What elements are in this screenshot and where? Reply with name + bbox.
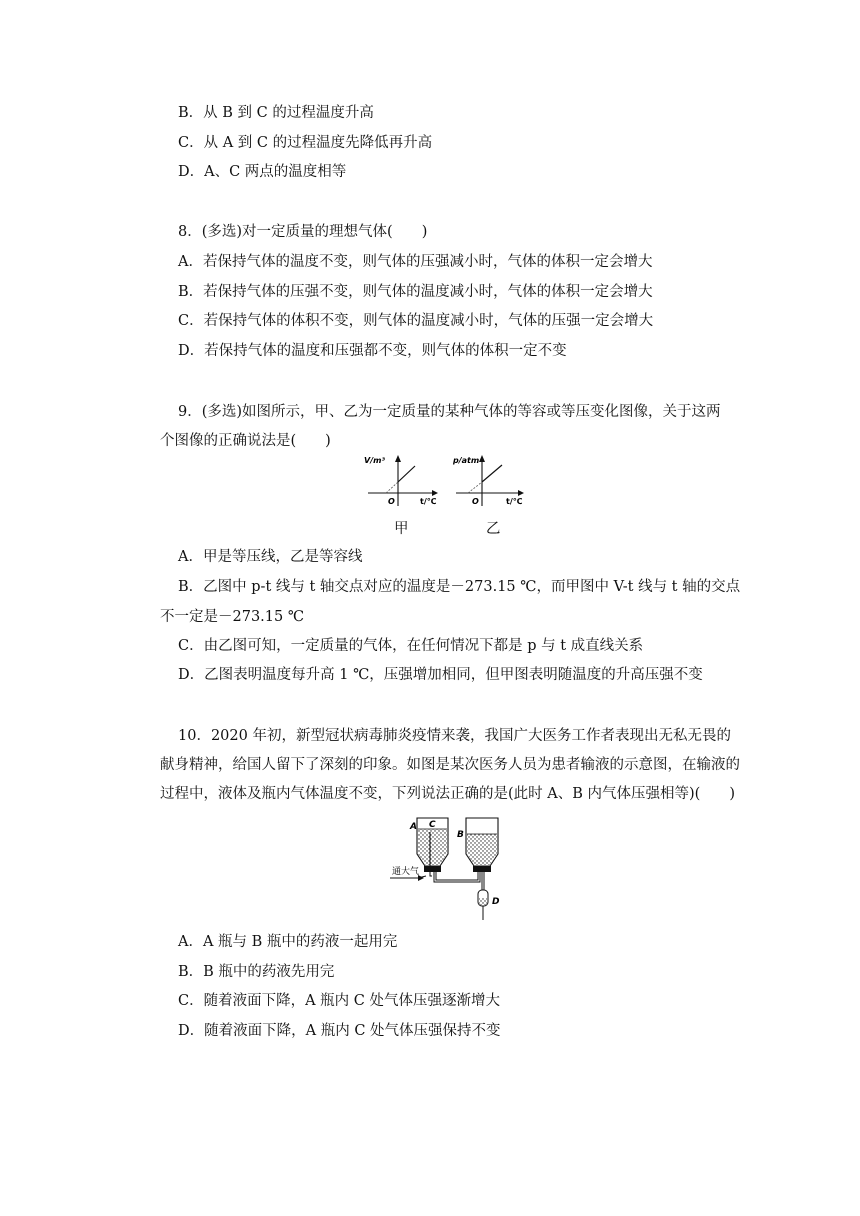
label-d: D: [492, 897, 500, 907]
bottle-a-liquid: [418, 829, 447, 865]
bottle-a-stopper: [424, 866, 441, 872]
q9-option-b-line1: B．乙图中 p-t 线与 t 轴交点对应的温度是－273.15 ℃，而甲图中 V-t 线与 t 轴的交点: [178, 579, 741, 595]
right-graph: [452, 455, 524, 506]
drip-chamber-d: [478, 890, 488, 920]
left-extrapolation-line: [386, 482, 398, 493]
q9-stem-line1: 9．(多选)如图所示，甲、乙为一定质量的某种气体的等容或等压变化图像，关于这两: [178, 404, 721, 420]
q9-option-b-line2: 不一定是－273.15 ℃: [160, 609, 305, 625]
right-origin-label: O: [472, 497, 479, 506]
q10-stem-line3: 过程中，液体及瓶内气体温度不变，下列说法正确的是(此时 A、B 内气体压强相等)( ): [160, 786, 735, 802]
right-extrapolation-line: [468, 482, 482, 493]
right-ylabel: p/atm: [453, 456, 480, 465]
left-v-t-line: [398, 466, 415, 482]
q7-option-c: C．从 A 到 C 的过程温度先降低再升高: [178, 135, 433, 151]
q10-stem-line2: 献身精神，给国人留下了深刻的印象。如图是某次医务人员为患者输液的示意图，在输液的: [160, 757, 740, 773]
left-graph: [364, 455, 438, 506]
air-label: 通大气: [392, 867, 420, 877]
q9-option-c: C．由乙图可知，一定质量的气体，在任何情况下都是 p 与 t 成直线关系: [178, 638, 644, 654]
right-p-t-line: [482, 465, 502, 482]
right-p-axis-arrow: [479, 455, 485, 462]
q10-option-d: D．随着液面下降，A 瓶内 C 处气体压强保持不变: [178, 1023, 501, 1039]
q7-option-b: B．从 B 到 C 的过程温度升高: [178, 105, 374, 121]
left-ylabel: V/m³: [364, 456, 385, 465]
q10-option-a: A．A 瓶与 B 瓶中的药液一起用完: [178, 934, 398, 950]
bottle-b-liquid: [467, 834, 497, 865]
q8-stem: 8．(多选)对一定质量的理想气体( ): [178, 224, 428, 240]
right-t-axis-arrow: [518, 490, 524, 496]
q9-option-a: A．甲是等压线，乙是等容线: [178, 549, 363, 565]
label-a: A: [410, 822, 417, 832]
left-v-axis-arrow: [395, 455, 401, 462]
label-b: B: [457, 830, 464, 840]
q8-option-b: B．若保持气体的压强不变，则气体的温度减小时，气体的体积一定会增大: [178, 284, 653, 300]
q9-option-d: D．乙图表明温度每升高 1 ℃，压强增加相同，但甲图表明随温度的升高压强不变: [178, 667, 703, 683]
left-xlabel: t/℃: [420, 497, 437, 506]
q9-caption-right: 乙: [486, 521, 501, 537]
q7-option-d: D．A、C 两点的温度相等: [178, 164, 347, 180]
q10-option-c: C．随着液面下降，A 瓶内 C 处气体压强逐渐增大: [178, 993, 500, 1009]
q9-caption-left: 甲: [394, 521, 409, 537]
left-t-axis-arrow: [432, 490, 438, 496]
q8-option-a: A．若保持气体的温度不变，则气体的压强减小时，气体的体积一定会增大: [178, 254, 653, 270]
q9-stem-line2: 个图像的正确说法是( ): [160, 433, 331, 449]
label-c: C: [429, 820, 436, 830]
bottle-b: [466, 818, 498, 872]
q10-infusion-figure: [388, 812, 528, 922]
q8-option-d: D．若保持气体的温度和压强都不变，则气体的体积一定不变: [178, 343, 567, 359]
q10-option-b: B．B 瓶中的药液先用完: [178, 964, 335, 980]
bottle-b-stopper: [473, 866, 491, 872]
q9-figure-graphs: [360, 452, 540, 510]
right-xlabel: t/℃: [506, 497, 523, 506]
q8-option-c: C．若保持气体的体积不变，则气体的温度减小时，气体的压强一定会增大: [178, 313, 654, 329]
left-origin-label: O: [388, 497, 395, 506]
q10-stem-line1: 10．2020 年初，新型冠状病毒肺炎疫情来袭，我国广大医务工作者表现出无私无畏的: [178, 728, 731, 744]
